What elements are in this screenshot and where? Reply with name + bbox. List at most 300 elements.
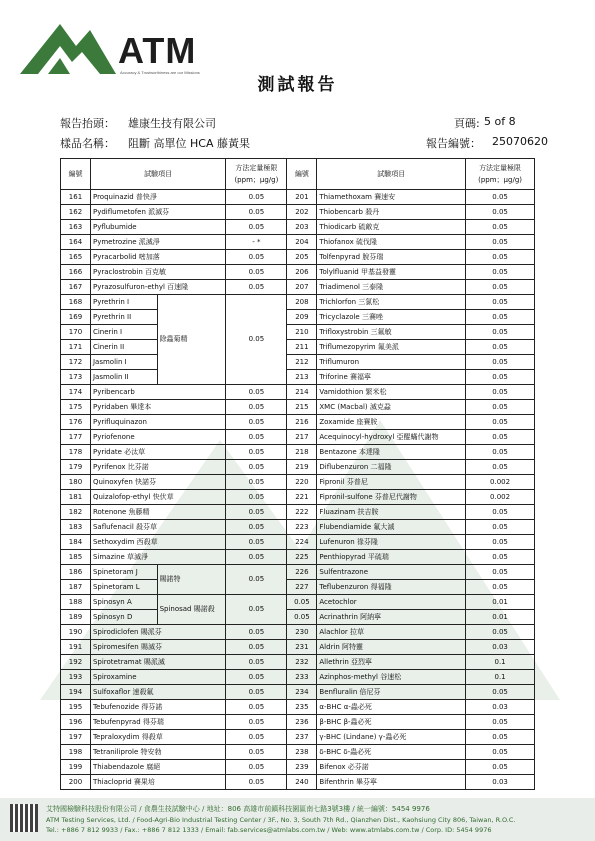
item-name: Tebufenozide 得芬諾 (90, 700, 225, 715)
page-label: 頁碼: (454, 117, 480, 130)
item-no: 190 (61, 625, 91, 640)
table-row (61, 685, 535, 700)
item-loq: 0.05 (226, 205, 287, 220)
item-no: 206 (287, 265, 317, 280)
sample-label: 樣品名稱： (60, 137, 115, 150)
item-name: Azinphos-methyl 谷速松 (317, 670, 466, 685)
item-name: Pyrifluquinazon (90, 415, 225, 430)
item-loq: 0.05 (466, 325, 535, 340)
header-no: 編號 (287, 159, 317, 190)
item-name: Bifenox 必芬諾 (317, 760, 466, 775)
item-loq: 0.05 (226, 670, 287, 685)
item-no: 192 (61, 655, 91, 670)
item-loq: 0.05 (226, 535, 287, 550)
item-no: 217 (287, 430, 317, 445)
table-row (61, 595, 535, 610)
sample-value: 阻斷 高單位 HCA 藤黃果 (128, 137, 250, 150)
item-no: 187 (61, 580, 91, 595)
item-name: Fluazinam 扶吉胺 (317, 505, 466, 520)
table-row (61, 775, 535, 790)
item-no: 172 (61, 355, 91, 370)
item-loq: 0.05 (226, 385, 287, 400)
item-loq: 0.05 (226, 475, 287, 490)
item-name: Spinosyn D (90, 610, 157, 625)
item-loq: 0.1 (466, 670, 535, 685)
item-name: Cinerin I (90, 325, 157, 340)
item-no: 211 (287, 340, 317, 355)
item-no: 0.05 (287, 595, 317, 610)
item-no: 237 (287, 730, 317, 745)
item-name: Thiabendazole 腐絕 (90, 760, 225, 775)
report-label: 報告編號： (426, 137, 481, 150)
item-loq: 0.05 (466, 730, 535, 745)
item-loq: 0.05 (466, 460, 535, 475)
item-no: 184 (61, 535, 91, 550)
item-no: 194 (61, 685, 91, 700)
item-name: Bifenthrin 畢芬寧 (317, 775, 466, 790)
item-no: 210 (287, 325, 317, 340)
item-no: 216 (287, 415, 317, 430)
table-row (61, 640, 535, 655)
item-no: 236 (287, 715, 317, 730)
table-row (61, 445, 535, 460)
item-name: Triflumezopyrim 氟美派 (317, 340, 466, 355)
table-row (61, 385, 535, 400)
table-header-row (61, 159, 535, 190)
table-row (61, 505, 535, 520)
item-name: Tricyclazole 三賽唑 (317, 310, 466, 325)
item-no: 202 (287, 205, 317, 220)
table-row (61, 430, 535, 445)
item-name: Teflubenzuron 得福隆 (317, 580, 466, 595)
item-no: 173 (61, 370, 91, 385)
item-loq: 0.05 (226, 655, 287, 670)
item-loq: 0.03 (466, 700, 535, 715)
table-row (61, 340, 535, 355)
item-no: 188 (61, 595, 91, 610)
item-no: 212 (287, 355, 317, 370)
item-name: Pyribencarb (90, 385, 225, 400)
item-name: Pyracarbolid 嘧加落 (90, 250, 225, 265)
qr-code-icon (10, 804, 38, 832)
item-no: 185 (61, 550, 91, 565)
header-loq: 方法定量極限 (ppm；μg/g) (226, 159, 287, 190)
item-loq: 0.05 (226, 745, 287, 760)
item-no: 208 (287, 295, 317, 310)
header-item: 試驗項目 (90, 159, 225, 190)
item-loq: 0.05 (466, 520, 535, 535)
item-name: Pydiflumetofen 派滅芬 (90, 205, 225, 220)
item-loq: 0.05 (466, 400, 535, 415)
item-name: Flubendiamide 氟大滅 (317, 520, 466, 535)
item-no: 166 (61, 265, 91, 280)
table-row (61, 535, 535, 550)
page-title: 測試報告 (257, 75, 338, 95)
table-row (61, 310, 535, 325)
item-no: 240 (287, 775, 317, 790)
item-loq: 0.05 (466, 625, 535, 640)
item-name: Quizalofop-ethyl 快伏草 (90, 490, 225, 505)
item-no: 168 (61, 295, 91, 310)
item-no: 203 (287, 220, 317, 235)
item-loq: 0.05 (466, 760, 535, 775)
item-no: 171 (61, 340, 91, 355)
item-loq: 0.05 (466, 310, 535, 325)
item-loq: 0.05 (226, 280, 287, 295)
item-loq: 0.05 (226, 460, 287, 475)
item-loq: 0.03 (466, 640, 535, 655)
header-no: 編號 (61, 159, 91, 190)
item-name: Pyridate 必汰草 (90, 445, 225, 460)
item-name: Thiobencarb 殺丹 (317, 205, 466, 220)
item-name: Trichlorfon 三氯松 (317, 295, 466, 310)
item-name: Spirotetramat 賜派滅 (90, 655, 225, 670)
item-name: γ-BHC (Lindane) γ-蟲必死 (317, 730, 466, 745)
item-name: Tolylfluanid 甲基益發靈 (317, 265, 466, 280)
item-no: 213 (287, 370, 317, 385)
item-name: Pyrethrin II (90, 310, 157, 325)
item-no: 196 (61, 715, 91, 730)
item-name: Spiromesifen 賜滅芬 (90, 640, 225, 655)
item-no: 165 (61, 250, 91, 265)
item-loq: 0.05 (466, 535, 535, 550)
item-name: Triforine 賽福寧 (317, 370, 466, 385)
item-loq: 0.002 (466, 490, 535, 505)
table-row (61, 745, 535, 760)
item-loq: 0.03 (466, 775, 535, 790)
table-row (61, 700, 535, 715)
item-loq: 0.05 (466, 550, 535, 565)
item-no: 179 (61, 460, 91, 475)
item-name: Jasmolin II (90, 370, 157, 385)
group-label: Spinosad 賜諾殺 (157, 595, 226, 625)
item-name: Simazine 草滅淨 (90, 550, 225, 565)
item-loq: 0.05 (226, 640, 287, 655)
item-no: 207 (287, 280, 317, 295)
item-loq: 0.05 (226, 505, 287, 520)
item-no: 163 (61, 220, 91, 235)
item-name: Saflufenacil 殺芬草 (90, 520, 225, 535)
item-loq: 0.05 (466, 190, 535, 205)
item-no: 182 (61, 505, 91, 520)
item-no: 235 (287, 700, 317, 715)
item-loq: 0.05 (466, 505, 535, 520)
table-row (61, 655, 535, 670)
table-row (61, 325, 535, 340)
item-loq: 0.05 (226, 565, 287, 595)
item-loq: 0.05 (466, 220, 535, 235)
item-name: α-BHC α-蟲必死 (317, 700, 466, 715)
item-no: 219 (287, 460, 317, 475)
item-no: 170 (61, 325, 91, 340)
item-name: Diflubenzuron 二福隆 (317, 460, 466, 475)
item-no: 195 (61, 700, 91, 715)
item-loq: 0.05 (466, 340, 535, 355)
item-name: Proquinazid 普快淨 (90, 190, 225, 205)
item-no: 220 (287, 475, 317, 490)
item-name: Benfluralin 倍尼芬 (317, 685, 466, 700)
item-no: 178 (61, 445, 91, 460)
table-row (61, 760, 535, 775)
item-loq: 0.05 (466, 445, 535, 460)
item-loq: 0.05 (466, 685, 535, 700)
item-no: 201 (287, 190, 317, 205)
item-loq: 0.05 (466, 250, 535, 265)
item-name: β-BHC β-蟲必死 (317, 715, 466, 730)
item-no: 215 (287, 400, 317, 415)
item-loq: 0.05 (226, 220, 287, 235)
item-name: Acequinocyl-hydroxyl 亞醌蟎代謝物 (317, 430, 466, 445)
item-name: Quinoxyfen 快諾芬 (90, 475, 225, 490)
item-loq: 0.05 (466, 385, 535, 400)
item-loq: 0.05 (466, 715, 535, 730)
item-no: 175 (61, 400, 91, 415)
item-loq: 0.01 (466, 610, 535, 625)
item-name: Spiroxamine (90, 670, 225, 685)
item-loq: 0.01 (466, 595, 535, 610)
item-name: Spinetoram J (90, 565, 157, 580)
item-loq: 0.05 (226, 445, 287, 460)
item-name: Thiofanox 硫伐隆 (317, 235, 466, 250)
table-row (61, 295, 535, 310)
item-loq: 0.05 (466, 205, 535, 220)
item-no: 238 (287, 745, 317, 760)
item-name: Tepraloxydim 得殺草 (90, 730, 225, 745)
item-no: 231 (287, 640, 317, 655)
item-no: 226 (287, 565, 317, 580)
table-row (61, 490, 535, 505)
item-no: 230 (287, 625, 317, 640)
item-no: 183 (61, 520, 91, 535)
item-name: Spirodiclofen 賜派芬 (90, 625, 225, 640)
item-name: Jasmolin I (90, 355, 157, 370)
item-name: Fipronil 芬普尼 (317, 475, 466, 490)
item-loq: 0.05 (466, 580, 535, 595)
item-name: Cinerin II (90, 340, 157, 355)
item-loq: 0.05 (466, 235, 535, 250)
item-loq: 0.05 (466, 745, 535, 760)
item-name: Zoxamide 座賽胺 (317, 415, 466, 430)
item-loq: 0.05 (226, 730, 287, 745)
item-name: Pyridaben 畢達本 (90, 400, 225, 415)
item-loq: 0.05 (226, 595, 287, 625)
logo-tagline: Accuracy & Trustworthiness are our Missions (120, 70, 200, 75)
header-loq: 方法定量極限 (ppm；μg/g) (466, 159, 535, 190)
item-loq: 0.002 (466, 475, 535, 490)
item-no: 181 (61, 490, 91, 505)
item-no: 221 (287, 490, 317, 505)
item-no: 204 (287, 235, 317, 250)
item-loq: 0.05 (226, 250, 287, 265)
table-row (61, 580, 535, 595)
item-name: Fipronil-sulfone 芬普尼代謝物 (317, 490, 466, 505)
item-no: 162 (61, 205, 91, 220)
item-loq: 0.05 (466, 295, 535, 310)
item-no: 177 (61, 430, 91, 445)
item-name: Pyrazosulfuron-ethyl 百速隆 (90, 280, 225, 295)
item-name: Acrinathrin 阿納寧 (317, 610, 466, 625)
item-name: XMC (Macbal) 滅克蝨 (317, 400, 466, 415)
header-item: 試驗項目 (317, 159, 466, 190)
table-row (61, 475, 535, 490)
item-loq: 0.05 (226, 715, 287, 730)
item-name: Thiodicarb 硫敵克 (317, 220, 466, 235)
item-name: Thiacloprid 賽果培 (90, 775, 225, 790)
table-row (61, 265, 535, 280)
item-loq: 0.05 (226, 295, 287, 385)
item-loq: 0.05 (226, 760, 287, 775)
item-name: Penthiopyrad 平硫瑞 (317, 550, 466, 565)
item-no: 227 (287, 580, 317, 595)
item-no: 209 (287, 310, 317, 325)
item-loq: 0.05 (226, 775, 287, 790)
item-name: δ-BHC δ-蟲必死 (317, 745, 466, 760)
item-name: Acetochlor (317, 595, 466, 610)
item-no: 218 (287, 445, 317, 460)
item-loq: 0.05 (466, 370, 535, 385)
item-name: Tebufenpyrad 得芬瑞 (90, 715, 225, 730)
item-loq: 0.05 (226, 430, 287, 445)
item-no: 198 (61, 745, 91, 760)
item-name: Pyraclostrobin 百克敏 (90, 265, 225, 280)
item-no: 167 (61, 280, 91, 295)
item-no: 234 (287, 685, 317, 700)
item-name: Pyriofenone (90, 430, 225, 445)
item-loq: 0.05 (226, 190, 287, 205)
item-name: Spinetoram L (90, 580, 157, 595)
item-loq: 0.05 (466, 415, 535, 430)
item-name: Bentazone 本達隆 (317, 445, 466, 460)
table-row (61, 460, 535, 475)
item-loq: 0.05 (466, 280, 535, 295)
item-name: Vamidothion 繁米松 (317, 385, 466, 400)
applicant-label: 報告抬頭： (60, 117, 115, 130)
table-row (61, 415, 535, 430)
item-no: 164 (61, 235, 91, 250)
item-no: 222 (287, 505, 317, 520)
item-no: 0.05 (287, 610, 317, 625)
item-name: Lufenuron 祿芬隆 (317, 535, 466, 550)
item-no: 199 (61, 760, 91, 775)
item-no: 191 (61, 640, 91, 655)
item-loq: 0.05 (466, 355, 535, 370)
footer-line-2: ATM Testing Services, Ltd. / Food-Agri-Bio Industrial Testing Center / 3F., No. 3, South 7th Rd., Qianzhen Dist., Kaohsiung City 806, Taiwan, R.O.C. (46, 816, 516, 824)
item-loq: 0.05 (226, 625, 287, 640)
item-no: 169 (61, 310, 91, 325)
item-name: Pyrethrin I (90, 295, 157, 310)
item-loq: 0.1 (466, 655, 535, 670)
item-loq: - * (226, 235, 287, 250)
item-loq: 0.05 (466, 565, 535, 580)
item-name: Spinosyn A (90, 595, 157, 610)
page-value: 5 of 8 (484, 115, 516, 128)
table-row (61, 355, 535, 370)
table-row (61, 370, 535, 385)
group-label: 賜諾特 (157, 565, 226, 595)
table-row (61, 565, 535, 580)
logo-text: ATM (118, 30, 197, 71)
item-loq: 0.05 (226, 415, 287, 430)
item-loq: 0.05 (226, 700, 287, 715)
item-name: Thiamethoxam 賽速安 (317, 190, 466, 205)
item-loq: 0.05 (226, 550, 287, 565)
item-name: Tolfenpyrad 脫芬瑞 (317, 250, 466, 265)
item-no: 233 (287, 670, 317, 685)
table-row (61, 235, 535, 250)
table-row (61, 550, 535, 565)
item-no: 214 (287, 385, 317, 400)
item-no: 189 (61, 610, 91, 625)
item-name: Pyrifenox 比芬諾 (90, 460, 225, 475)
footer (0, 798, 595, 841)
table-row (61, 280, 535, 295)
item-no: 225 (287, 550, 317, 565)
item-no: 205 (287, 250, 317, 265)
applicant-value: 雄康生技有限公司 (128, 117, 216, 130)
item-no: 224 (287, 535, 317, 550)
item-loq: 0.05 (466, 430, 535, 445)
item-loq: 0.05 (226, 400, 287, 415)
item-loq: 0.05 (226, 520, 287, 535)
table-row (61, 400, 535, 415)
footer-line-3: Tel.: +886 7 812 9933 / Fax.: +886 7 812 1333 / Email: fab.services@atmlabs.com.tw / Web: www.atmlabs.com.tw / Corp. ID: 5454 9976 (46, 826, 492, 834)
item-name: Triadimenol 三泰隆 (317, 280, 466, 295)
item-name: Tetraniliprole 特安勃 (90, 745, 225, 760)
table-row (61, 220, 535, 235)
item-no: 161 (61, 190, 91, 205)
item-no: 176 (61, 415, 91, 430)
item-name: Sulfoxaflor 速殺氟 (90, 685, 225, 700)
item-no: 239 (287, 760, 317, 775)
table-row (61, 670, 535, 685)
table-row (61, 520, 535, 535)
item-name: Pyflubumide (90, 220, 225, 235)
item-name: Alachlor 拉草 (317, 625, 466, 640)
item-no: 193 (61, 670, 91, 685)
item-no: 180 (61, 475, 91, 490)
table-row (61, 250, 535, 265)
group-label: 除蟲菊精 (157, 295, 226, 385)
item-no: 200 (61, 775, 91, 790)
table-row (61, 730, 535, 745)
item-name: Pymetrozine 派滅淨 (90, 235, 225, 250)
test-items-table (60, 158, 535, 790)
item-name: Sethoxydim 西殺草 (90, 535, 225, 550)
report-value: 25070620 (492, 135, 548, 148)
item-name: Triflumuron (317, 355, 466, 370)
item-loq: 0.05 (466, 265, 535, 280)
footer-line-1: 艾特國檢驗科技股份有限公司 / 食農生技試驗中心 / 地址：806 高雄市前鎮科技園區南七路3號3樓 / 統一編號：5454 9976 (46, 805, 430, 813)
table-row (61, 205, 535, 220)
item-name: Trifloxystrobin 三氟敏 (317, 325, 466, 340)
table-row (61, 715, 535, 730)
table-row (61, 625, 535, 640)
item-no: 232 (287, 655, 317, 670)
item-name: Rotenone 魚藤精 (90, 505, 225, 520)
item-no: 197 (61, 730, 91, 745)
table-row (61, 610, 535, 625)
item-name: Aldrin 阿特靈 (317, 640, 466, 655)
item-name: Allethrin 亞烈寧 (317, 655, 466, 670)
table-row (61, 190, 535, 205)
item-no: 186 (61, 565, 91, 580)
item-loq: 0.05 (226, 490, 287, 505)
item-no: 223 (287, 520, 317, 535)
item-loq: 0.05 (226, 685, 287, 700)
item-name: Sulfentrazone (317, 565, 466, 580)
item-no: 174 (61, 385, 91, 400)
item-loq: 0.05 (226, 265, 287, 280)
